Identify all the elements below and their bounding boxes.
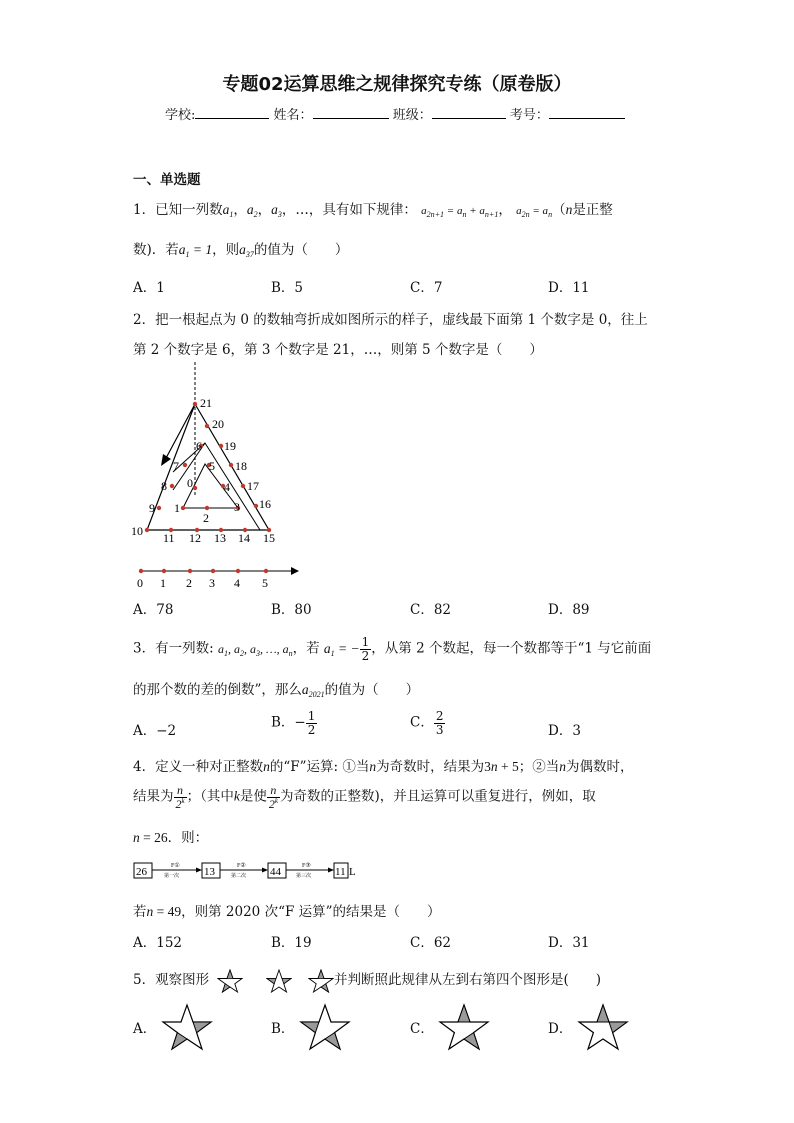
star-figure-1 (217, 969, 243, 993)
q1-a2: $a_2$ (246, 202, 258, 219)
q2-axis-labels (137, 576, 268, 590)
q3-l1a: 3．有一列数: (133, 640, 214, 657)
fig-label: 1 (174, 501, 180, 515)
q3-option-b-fraction: $\frac{1}{2}$ (307, 709, 316, 737)
q3-a1-fraction: $\frac{1}{2}$ (361, 635, 370, 663)
page-title: 专题02运算思维之规律探究专练（原卷版） (222, 74, 572, 95)
name-label: 姓名： (273, 108, 313, 123)
q1-option-b[interactable]: B．5 (271, 280, 304, 296)
q3-line1 (133, 636, 651, 662)
fig-label: 6 (196, 439, 202, 453)
q3-a2021: $a_{2021}$ (301, 682, 325, 699)
q4-option-c[interactable]: C．62 (410, 935, 452, 951)
chain-box: 26 (136, 866, 147, 878)
q3-option-d[interactable]: D．3 (548, 723, 581, 739)
star-option-d (577, 1003, 629, 1051)
q4-frac1: $\frac{n}{2^k}$ (175, 783, 185, 811)
q4-l1: 4．定义一种对正整数 (133, 759, 264, 775)
q3-l1b: ，若 (292, 640, 320, 657)
q1-l2b: ，则 (212, 242, 240, 258)
q5-l1a: 5．观察图形 (133, 972, 210, 988)
fig-label: 10 (131, 524, 143, 538)
fig-label: 14 (238, 531, 250, 545)
q2-option-c[interactable]: C．82 (410, 602, 452, 618)
arrow-label: 第三次 (296, 874, 312, 879)
q1-rule1: $a_{2n+1} = a_n + a_{n+1}$ (421, 205, 499, 219)
q3-seq: $a_1$, $a_2$, $a_3$, …, $a_n$ (217, 641, 293, 658)
q4-l2b: ；（其中 (186, 788, 234, 805)
fig-label: 2 (203, 511, 209, 525)
fig-label: 0 (187, 476, 193, 490)
axis-label: 5 (262, 576, 268, 590)
q4-l2d: 为奇数的正整数)，并且运算可以重复进行，例如，取 (279, 788, 596, 805)
q3-l1c: ，从第 2 个数起，每一个数都等于“1 与它前面 (371, 640, 652, 657)
fig-label: 8 (161, 479, 167, 493)
fig-label: 12 (189, 531, 201, 545)
q4-line3: n = 26．则： (133, 830, 209, 846)
axis-label: 2 (186, 576, 192, 590)
q4-l3: ．则： (167, 830, 209, 846)
q3-option-c-label: C． (410, 714, 434, 731)
q3-line2 (133, 678, 419, 699)
q4-l1b: 的“F”运算: ①当 (269, 759, 370, 775)
q1-cond: $a_1 = 1$ (178, 242, 213, 259)
q4-option-d[interactable]: D．31 (548, 935, 590, 951)
q4-l2a: 结果为 (133, 788, 174, 805)
star-figure-3 (308, 969, 334, 993)
student-info-line (165, 104, 625, 123)
q1-n: n (565, 202, 573, 217)
number-label: 考号： (509, 108, 549, 123)
axis-label: 1 (160, 576, 166, 590)
fig-label: 20 (212, 417, 224, 431)
q5-l1b: 并判断照此规律从左到右第四个图形是( ) (333, 972, 602, 988)
q4-frac2: $\frac{n}{2^k}$ (268, 783, 278, 811)
chain-box: 44 (270, 866, 281, 878)
star-figure-2 (266, 969, 292, 993)
chain-ellipsis: L (349, 866, 356, 878)
q3-option-c[interactable] (410, 710, 445, 736)
q1-rule2: $a_{2n} = a_n$ (516, 205, 553, 219)
q1-option-a[interactable]: A．1 (133, 280, 165, 296)
axis-label: 0 (137, 576, 143, 590)
class-blank[interactable] (432, 106, 506, 119)
q1-l2c: 的值为（ ） (253, 242, 349, 258)
q3-option-a[interactable]: A．−2 (133, 723, 177, 739)
q3-l2b: 的值为（ ） (324, 682, 420, 698)
q5-option-d-label: D． (548, 1021, 573, 1037)
school-blank[interactable] (195, 106, 269, 119)
q4-l4a: 若 (133, 904, 147, 920)
q1-line1: 1．已知一列数$a_1$，$a_2$，$a_3$，…，具有如下规律： $a_{2n+1} = a_n + a_{n+1}$， $a_{2n} = a_n(n$是正整 (133, 202, 613, 219)
q2-line1: 2．把一根起点为 0 的数轴弯折成如图所示的样子，虚线最下面第 1 个数字是 0，往上 (133, 312, 648, 328)
q1-tail: 是正整 (572, 202, 613, 218)
q1-seq: ，…，具有如下规律： (281, 202, 417, 218)
class-label: 班级： (392, 108, 432, 123)
chain-box: 13 (204, 866, 215, 878)
q1-paren: （ (552, 202, 566, 218)
q3-option-b[interactable] (271, 710, 317, 736)
q2-line2: 第 2 个数字是 6，第 3 个数字是 21，…，则第 5 个数字是（ ） (133, 342, 543, 358)
number-blank[interactable] (549, 106, 625, 119)
q4-l4b: ，则第 2020 次“F 运算”的结果是（ ） (181, 904, 441, 920)
q4-l1e: 为偶数时， (565, 759, 634, 775)
q5-option-a[interactable] (133, 1003, 213, 1051)
fig-label: 11 (163, 531, 175, 545)
q5-option-c-label: C． (410, 1021, 434, 1037)
fig-label: 19 (224, 439, 236, 453)
star-option-b (299, 1003, 351, 1051)
arrow-label: 第二次 (231, 874, 247, 879)
name-blank[interactable] (313, 106, 389, 119)
q4-line2: 结果为 $\frac{n}{2^k}$ ；（其中k是使 $\frac{n}{2^k}$ 为奇数的正整数)，并且运算可以重复进行，例如，取 (133, 783, 596, 811)
q5-option-b-label: B． (271, 1021, 295, 1037)
q5-option-d[interactable] (548, 1003, 629, 1051)
star-option-a (161, 1003, 213, 1051)
q3-option-b-label: B．− (271, 714, 306, 731)
q1-text: 1．已知一列数 (133, 202, 223, 218)
q4-line1: 4．定义一种对正整数n的“F”运算: ①当n为奇数时，结果为3n + 5；②当n为偶数时， (133, 759, 634, 775)
fig-label: 13 (214, 531, 226, 545)
fig-label: 7 (173, 459, 179, 473)
q4-option-a[interactable]: A．152 (133, 935, 183, 951)
section-heading: 一、单选题 (133, 172, 201, 188)
q2-option-b[interactable]: B．80 (271, 602, 312, 618)
q4-l1c: 为奇数时，结果为 (376, 759, 485, 775)
fig-label: 17 (247, 479, 259, 493)
q5-line1 (133, 968, 601, 993)
q5-option-c[interactable] (410, 1003, 490, 1051)
fig-label: 9 (149, 501, 155, 515)
q5-option-b[interactable] (271, 1003, 351, 1051)
q3-a1: $a_1$ = − (323, 640, 360, 658)
q3-l2a: 的那个数的差的倒数”，那么 (133, 682, 302, 698)
q1-l2a: 数)．若 (133, 242, 179, 258)
q2-option-a[interactable]: A．78 (133, 602, 174, 618)
chain-box: 11 (335, 866, 346, 878)
arrow-label: F① (171, 863, 180, 869)
fig-label: 16 (259, 497, 271, 511)
q4-line4: 若n = 49，则第 2020 次“F 运算”的结果是（ ） (133, 904, 441, 920)
q1-line2 (133, 238, 348, 259)
q1-option-d[interactable]: D．11 (548, 280, 590, 296)
axis-label: 4 (234, 576, 240, 590)
arrow-label: F③ (302, 863, 311, 869)
q5-option-a-label: A． (133, 1021, 157, 1037)
q3-option-c-fraction: $\frac{2}{3}$ (435, 709, 444, 737)
q1-a3: $a_3$ (271, 202, 282, 219)
fig-label: 5 (209, 459, 215, 473)
axis-label: 3 (209, 576, 215, 590)
q2-option-d[interactable]: D．89 (548, 602, 590, 618)
fig-label: 15 (263, 531, 275, 545)
fig-label: 4 (224, 480, 230, 494)
star-option-c (438, 1003, 490, 1051)
q2-figure (125, 360, 310, 590)
fig-label: 18 (235, 459, 247, 473)
q1-a1: $a_1$ (222, 202, 234, 219)
school-label: 学校: (165, 108, 196, 123)
q4-option-b[interactable]: B．19 (271, 935, 312, 951)
q4-l2c: 是使 (239, 788, 267, 805)
fig-label: 21 (200, 396, 212, 410)
q4-l1d: ；②当 (518, 759, 560, 775)
arrow-label: F② (237, 863, 246, 869)
q4-chain-diagram (133, 860, 358, 882)
q1-a37: $a_{37}$ (239, 242, 254, 259)
q1-option-c[interactable]: C．7 (410, 280, 443, 296)
fig-label: 3 (234, 500, 240, 514)
arrow-label: 第一次 (164, 874, 180, 879)
